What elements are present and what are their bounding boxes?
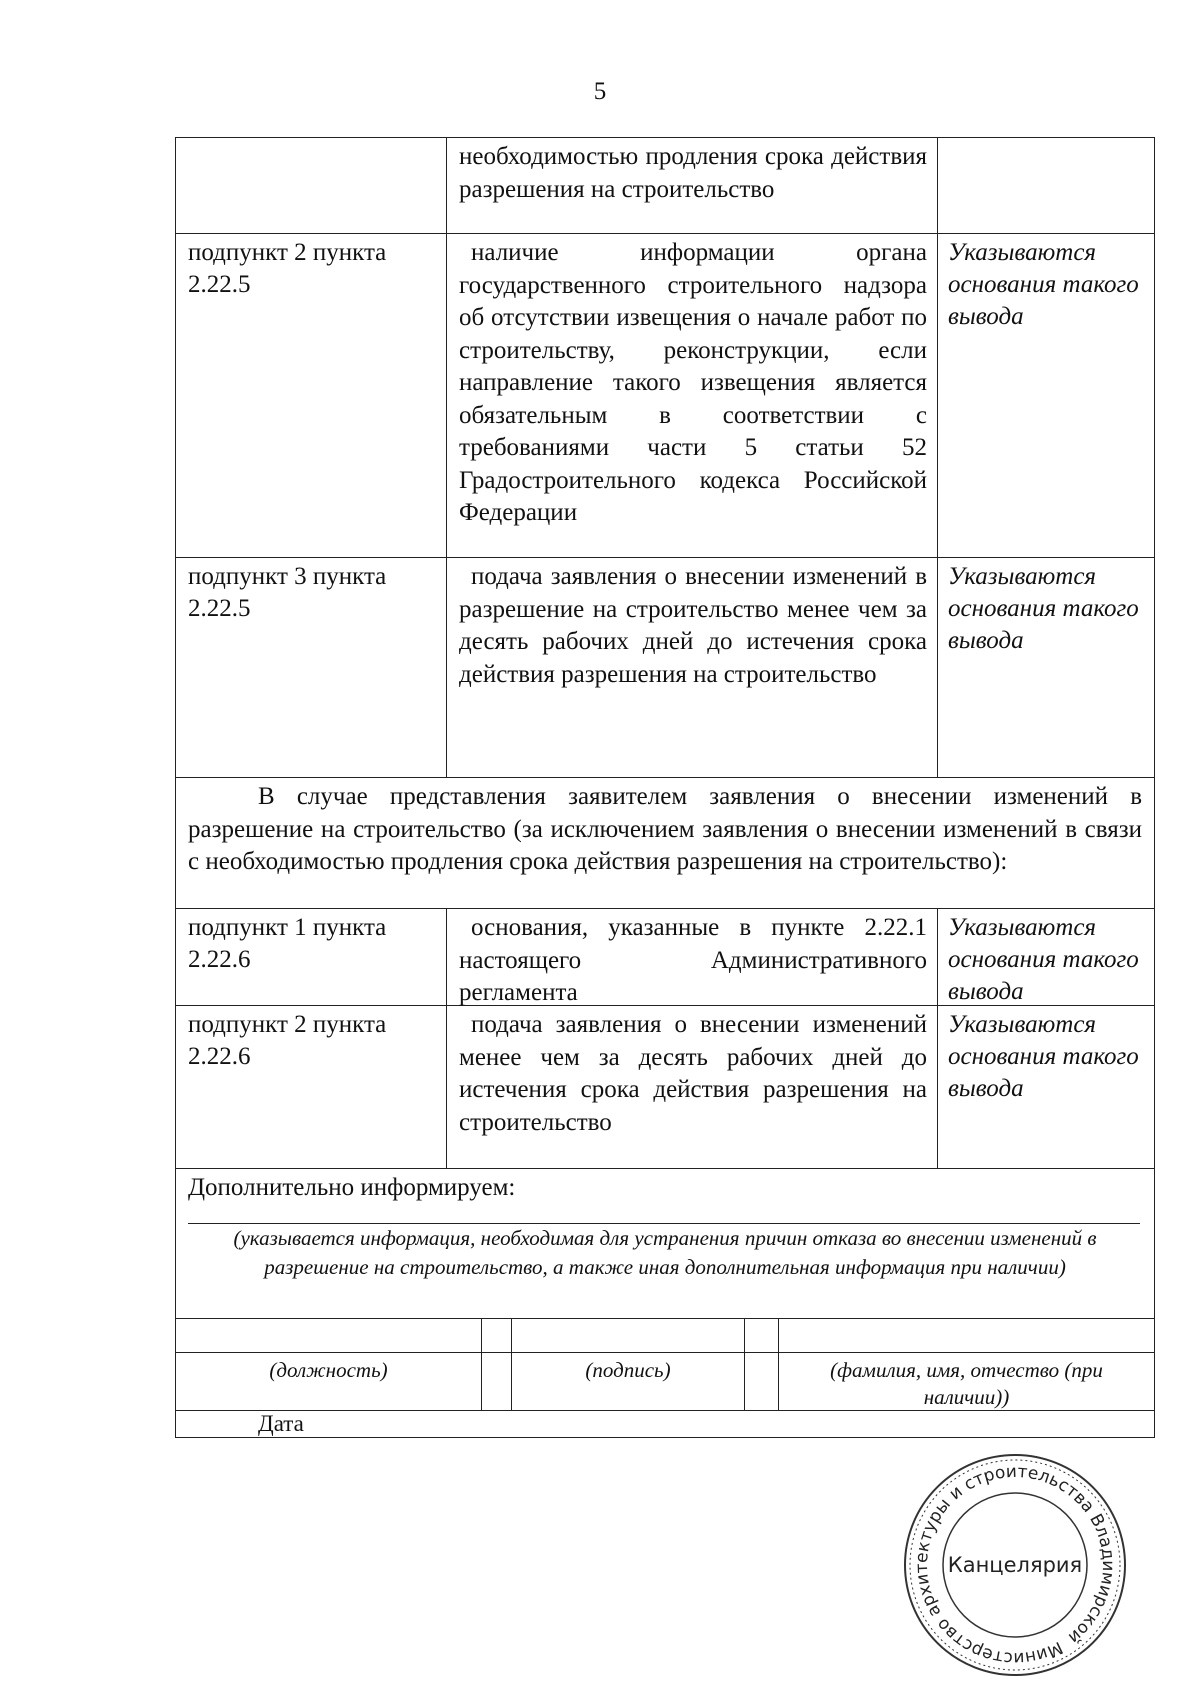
decision-table — [175, 137, 1155, 1438]
signature-blank — [512, 1319, 745, 1352]
reason-cell: наличие информации органа государственного строительного надзора об отсутствии извещения о начале работ по строительству, реконструкции, если направление такого извещения является обязательным в соответствии с требованиями части 5 статьи 52 Градостроительного кодекса Российской Федерации — [447, 234, 938, 557]
explanation-cell: Указываются основания такого вывода — [948, 563, 1139, 654]
reason-cell: необходимостью продления срока действия разрешения на строительство — [447, 138, 938, 233]
ground-cell — [176, 138, 447, 233]
explanation-cell — [938, 138, 1154, 233]
spacer-cell — [745, 1353, 779, 1410]
table-row — [176, 557, 1154, 777]
spacer-cell — [482, 1353, 512, 1410]
table-row — [176, 908, 1154, 1005]
name-blank — [779, 1319, 1154, 1352]
spacer-cell — [482, 1319, 512, 1352]
signature-caption-row — [176, 1352, 1154, 1410]
office-stamp — [900, 1450, 1130, 1680]
explanation-cell: Указываются основания такого вывода — [948, 1011, 1139, 1102]
table-row — [176, 138, 1154, 233]
spacer-cell — [745, 1319, 779, 1352]
signature-blank-row — [176, 1318, 1154, 1352]
table-row — [176, 233, 1154, 557]
section-row — [176, 777, 1154, 908]
ground-cell: подпункт 2 пункта 2.22.5 — [176, 234, 447, 557]
explanation-cell: Указываются основания такого вывода — [948, 239, 1139, 330]
reason-cell: основания, указанные в пункте 2.22.1 настоящего Административного регламента — [447, 909, 938, 1005]
additional-note: (указывается информация, необходимая для устранения причин отказа во внесении изменений в разрешение на строительство, а также иная дополнительная информация при наличии) — [233, 1225, 1097, 1279]
additional-label: Дополнительно информируем: — [188, 1174, 516, 1201]
name-caption: (фамилия, имя, отчество (при наличии)) — [830, 1358, 1103, 1409]
ground-cell: подпункт 1 пункта 2.22.6 — [176, 909, 447, 1005]
section-text: В случае представления заявителем заявления о внесении изменений в разрешение на строительство (за исключением заявления о внесении изменений в связи с необходимостью продления срока действия разрешения на строительство): — [188, 783, 1142, 875]
stamp-ring-text: Министерство архитектуры и строительства Владимирской — [911, 1461, 1119, 1669]
explanation-cell: Указываются основания такого вывода — [948, 914, 1139, 1005]
position-caption: (должность) — [176, 1353, 482, 1410]
page-number: 5 — [593, 78, 607, 105]
ground-cell: подпункт 2 пункта 2.22.6 — [176, 1006, 447, 1168]
position-blank — [176, 1319, 482, 1352]
signature-caption: (подпись) — [512, 1353, 745, 1410]
stamp-center-text: Канцелярия — [947, 1553, 1083, 1577]
ground-cell: подпункт 3 пункта 2.22.5 — [176, 558, 447, 777]
date-label: Дата — [258, 1411, 304, 1436]
date-row — [176, 1410, 1154, 1437]
reason-cell: подача заявления о внесении изменений менее чем за десять рабочих дней до истечения срока действия разрешения на строительство — [447, 1006, 938, 1168]
table-row — [176, 1005, 1154, 1168]
reason-cell: подача заявления о внесении изменений в разрешение на строительство менее чем за десять рабочих дней до истечения срока действия разрешения на строительство — [447, 558, 938, 777]
additional-info-row — [176, 1168, 1154, 1318]
